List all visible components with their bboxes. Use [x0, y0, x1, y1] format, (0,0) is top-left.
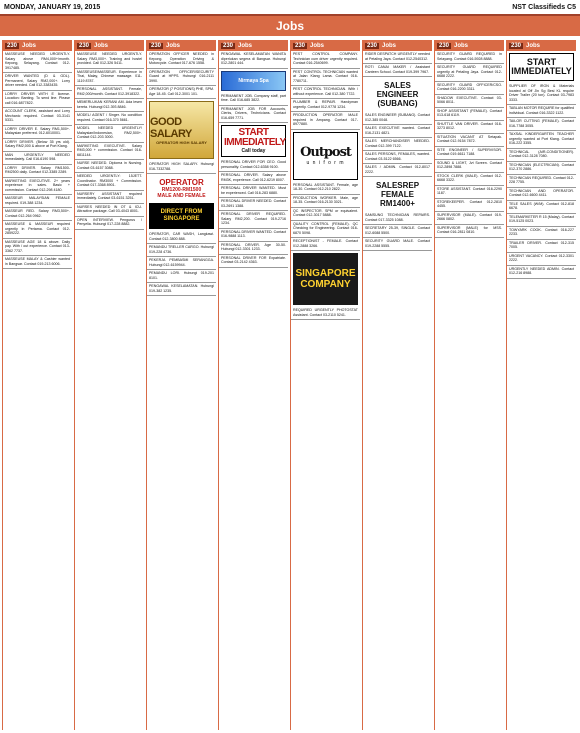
- column-header: [507, 40, 576, 51]
- classified-ad: MASSEUSE/MASSEUR. Experience in Thai, Malay, Chinese massage. 011-1119 8787.: [75, 69, 144, 87]
- outpost-uniform-ad: [293, 132, 358, 180]
- classified-ad: SALES / ADMIN. Contact 012-8017 2222.: [363, 164, 432, 177]
- outpost-logo-text: Outpost: [300, 145, 351, 160]
- classified-ad: SECURITY GUARD MALE. Contact 019-2288 5555.: [363, 238, 432, 251]
- classified-ad: TELEMARKETER R 15 (Malay). Contact 019-5125 0023.: [507, 214, 576, 227]
- category-label: Jobs: [526, 42, 541, 49]
- classified-ad: PERSONAL DRIVER FOR Expatriate. Contact 03-2142 4363.: [219, 255, 288, 268]
- classified-ad: TECHNICIAN AND OPERATOR. Contact 012-6600 4411.: [507, 188, 576, 201]
- classified-ad: PENGAWAL KESELAMATAN. Hubungi 019-382 1235.: [147, 283, 216, 296]
- classified-ad: DRIVER WANTED (D & GDL). Permanent, Salary RM2,000+. Lorry driver needed. Call 012-3383435.: [3, 73, 72, 91]
- classified-ad: SUPPLIER OF IRON & Materials located at Off Jln Sg Besi KL require Driver Trailer (20 ton). Contact 03-7983 3333.: [507, 83, 576, 105]
- classified-ad: PERSONAL ASSISTANT. Female, age 18-30. Contact 012-210 2822.: [291, 182, 360, 195]
- column-header: [435, 40, 504, 51]
- classified-ad: LORRY DRIVER WITH E license. Location: Banting. To send line. Please call 016-6877822.: [3, 91, 72, 109]
- sales-engineer-ad: [365, 79, 430, 110]
- category-code: 230: [367, 42, 378, 49]
- classified-ad: PERSONAL DRIVER. Salary above RM3K, experience. Call 012-6219 8007.: [219, 172, 288, 185]
- classified-ad: TABLAN MOTOR REQUIRE for qualified individual. Contact 016-3322 1122.: [507, 105, 576, 118]
- classified-ad: SUPERVISOR (MALE). Contact 019-2666 0802.: [435, 212, 504, 225]
- category-label: Jobs: [94, 42, 109, 49]
- classified-ad: NURSES NEEDED IN OT & ICU. Attractive package. Call 03-4043 8001.: [75, 204, 144, 217]
- classified-ad: SHUTTLE VAN DRIVER. Contact 016-3273 8012.: [435, 121, 504, 134]
- category-code: 230: [295, 42, 306, 49]
- classified-ad: MASSEUSE NEEDED URGENTLY. Salary RM3,000+. Training and hostel provided. Call 012-326 5411.: [75, 51, 144, 69]
- nirmaya-photo: Nirmaya Spa: [221, 71, 286, 91]
- classified-ad: MEMERLUKAN KERANI AM. Ada lesen kereta. Hubungi 012-393 8846.: [75, 99, 144, 112]
- classified-ad: TECHNICIAN (ELECTRICIAN). Contact 012-370 2886.: [507, 162, 576, 175]
- good-salary-title: GOOD SALARY: [150, 115, 192, 140]
- classified-ad: SALES PERSONS, FEMALES, wanted. Contact 03-5122 6566.: [363, 151, 432, 164]
- classified-ad: RIDER DESPATCH URGENTLY needed at Petaling Jaya. Contact 012-2540312.: [363, 51, 432, 64]
- outpost-sub: u n i f o r m: [306, 160, 345, 166]
- direct-from-singapore-ad: DIRECT FROM SINGAPORE: [149, 203, 214, 229]
- classified-ad: MASSEUSE AGE 18 & above. Daily pay. With / out experience. Contact 013-3362 7737.: [3, 239, 72, 257]
- classified-ad: REQUIRED URGENTLY PHOTOSTAT Assistant. Contact 03-2110 5241.: [291, 307, 360, 320]
- page-date: MONDAY, JANUARY 19, 2015: [4, 3, 101, 11]
- classified-ad: PEMANDU TRELLER CARGO. Hubungi 019-228 4736.: [147, 244, 216, 257]
- column-header: [147, 40, 216, 51]
- start-now-title: START IMMEDIATELY: [511, 57, 572, 76]
- classified-ad: MASSEUR RED. Salary RM3,500+. Contact 012-264 0962.: [3, 208, 72, 221]
- classified-ad: STOREKEEPER. Contact 012-2810 4455.: [435, 199, 504, 212]
- operator-title: OPERATOR: [159, 178, 204, 187]
- good-salary-subtitle: OPERATOR HIGH SALARY: [156, 139, 207, 145]
- classified-ad: OPERATION OFFICER NEEDED in Kepong. Operation Driving & Motorcycle. Contact 017-676 1558.: [147, 51, 216, 69]
- singapore-company-title: SINGAPORE COMPANY: [295, 268, 356, 290]
- classified-ad: SUPERVISOR (MALE) for MSS. Contact 016-2811 0810.: [435, 225, 504, 238]
- classified-ad: PEKERJA PEMBASMI SERANGGA. Hubungi 012-6159944.: [147, 257, 216, 270]
- operator-pay: RM1200-RM1500: [161, 187, 202, 193]
- classified-columns: [2, 40, 578, 730]
- classified-ad: TAILOR CUTTING (FEMALE). Contact 016-7788 3055.: [507, 118, 576, 131]
- operator-sub: MALE AND FEMALE: [157, 193, 206, 199]
- classified-ad: MASSEUR MALAYSIAN FEMALE required. 019-388 1234.: [3, 195, 72, 208]
- classified-ad: SECURITY GUARD REQUIRED urgently at Petaling Jaya. Contact 012-6688 2222.: [435, 64, 504, 82]
- classified-ad: STOCK CLERK (MALE). Contact 012-6668 3322.: [435, 173, 504, 186]
- classified-ad: MASSEUSE NEEDED URGENTLY. Salary above RM4,000+/month. Kepong, Selayang. Contact 012-3917485.: [3, 51, 72, 73]
- column-header: [363, 40, 432, 51]
- classified-ad: PRODUCTION OPERATOR MALE required in Ampang. Contact 017-8977880.: [291, 112, 360, 130]
- section-title: Jobs: [0, 14, 580, 36]
- classified-ad: PEST CONTROL TECHNICIAN. With / without experience. Call 012-380 7722.: [291, 86, 360, 99]
- classified-ad: SITE ENGINEER / SUPERVISOR. Contact 019-6611 7188.: [435, 147, 504, 160]
- category-code: 230: [7, 42, 18, 49]
- category-code: 230: [151, 42, 162, 49]
- classified-ad: MARKETING EXECUTIVE. 2+ years experience in sales. Basic + commission. Contact 012-298 4180.: [3, 178, 72, 196]
- classified-ad: LORRY DRIVER E. Salary RM1,500+. Malaysian preferred. 012-6010001.: [3, 126, 72, 139]
- column-5: [290, 40, 360, 730]
- classified-ad: MODEL NEEDED URGENTLY! Malaysian/Indonesian, RM2,500+. Contact 012-203 3000.: [75, 125, 144, 143]
- classified-ad: TOWYARK COOK. Contact 016-227 2233.: [507, 227, 576, 240]
- classified-ad: NURSERY ASSISTANT required immediately. Contact 03-6151 3251.: [75, 191, 144, 204]
- classified-ad: SAMSUNG TECHNICIAN REPAIRS. Contact 017-3325 1088.: [363, 212, 432, 225]
- column-header: [75, 40, 144, 51]
- classified-ad: URGENT VACANCY. Contact 012-3301 2222.: [507, 253, 576, 266]
- column-7: [434, 40, 504, 730]
- classified-ad: PERMANENT JOB FOR Accounts, Clerks, Drivers, Technicians. Contact 016-659 7771.: [219, 106, 288, 124]
- classified-ad: MASSEUSE MALAY & Cashier wanted in Bangsar. Contact 019-213 6006.: [3, 256, 72, 269]
- classified-ad: PERMANENT JOB. Company staff, part time. Call 016-685 3822.: [219, 93, 288, 106]
- classified-ad: PERSONAL DRIVER. Age 30-50. Hubungi 012-3301 1233.: [219, 242, 288, 255]
- column-header: [291, 40, 360, 51]
- start-immediately-ad: [221, 125, 286, 157]
- classified-ad: MARKETING EXECUTIVE. Salary RM3,000 + commission. Contact 016-6811144.: [75, 143, 144, 161]
- salesrep-ad: [365, 179, 430, 210]
- category-label: Jobs: [454, 42, 469, 49]
- classified-ad: TELE SALES (W/M). Contact 012-818 6678.: [507, 201, 576, 214]
- classified-ad: SECURITY GUARD REQUIRED in Selayang. Contact 016-5928 8888.: [435, 51, 504, 64]
- start-immediately-sub: Call today: [241, 148, 266, 154]
- classified-ad: MAN URGENTLY NEEDED immediately. Call 016-6190 598.: [3, 152, 72, 165]
- classified-ad: PERSONAL DRIVER FOR CEO. Good personality. Contact 012-6358 9100.: [219, 159, 288, 172]
- classified-ad: OPERATOR (7 POSITIONS) PHE, SPM. Age 18-45. Call 012-3001 101.: [147, 86, 216, 99]
- classified-ad: ROTI CANAI MAKER / Assistant Canteen School. Contact 019-399 7967.: [363, 64, 432, 77]
- classified-ad: OPERATOR HIGH SALARY. Hubungi 016-7332788.: [147, 161, 216, 174]
- category-code: 230: [79, 42, 90, 49]
- classified-ad: SITUATION VACANT AT Setapak. Contact 012-9154 7872.: [435, 134, 504, 147]
- column-6: [362, 40, 432, 730]
- classified-ad: QUALITY CONTROL (FEMALE). QC Checking for Engineering. Contact 016-6870 5098.: [291, 221, 360, 239]
- classified-ad: SHADOW EXECUTIVE. Contact 03-5066 8011.: [435, 95, 504, 108]
- classified-ad: PEST CONTROL COMPANY. Technician cum driver urgently required. Contact 016-2540699.: [291, 51, 360, 69]
- category-label: Jobs: [22, 42, 37, 49]
- column-header: [3, 40, 72, 51]
- classified-ad: SHOP ASSISTANT (FEMALE). Contact 013-618 6119.: [435, 108, 504, 121]
- column-2: [74, 40, 144, 730]
- operator-display-ad: [149, 176, 214, 201]
- classified-ad: PRODUCTION WORKER. Male, age 18-35. Contact 016-2130 3021.: [291, 195, 360, 208]
- category-code: 230: [511, 42, 522, 49]
- start-now-display-ad: [509, 53, 574, 81]
- column-4: [218, 40, 288, 730]
- classified-ad: MODEL/ AGENT / Singer. No condition required. Contact 016-370 5661.: [75, 112, 144, 125]
- classified-ad: PEST CONTROL TECHNICIAN wanted at Jalan Klang Lama. Contact 016-7780711.: [291, 69, 360, 87]
- category-label: Jobs: [382, 42, 397, 49]
- salesrep-title: SALESREP FEMALE RM1400+: [375, 181, 420, 208]
- classified-ad: RECEPTIONIST - FEMALE. Contact 012-2888 3266.: [291, 238, 360, 251]
- singapore-company-ad: [293, 253, 358, 305]
- classified-ad: PERSONAL DRIVER REQUIRED. Salary RM2,200. Contact 019-2716 1234.: [219, 211, 288, 229]
- classified-ad: SECRETARY 25-39, SINGLE. Contact 012-6088 5500.: [363, 225, 432, 238]
- category-label: Jobs: [166, 42, 181, 49]
- classified-ad: PERSONAL DRIVER WANTED. Contact 016-9888 1113.: [219, 229, 288, 242]
- classified-ad: OPERATION OFFICER/SECURITY Guard at HPPS. Hubungi 016-2111 3990.: [147, 69, 216, 87]
- classified-ad: PEMANDU LORI. Hubungi 019-201 8101.: [147, 270, 216, 283]
- classified-ad: TECHNICAL (AIR-CONDITIONER). Contact 012-3128 7080.: [507, 149, 576, 162]
- good-salary-ad: [149, 101, 214, 159]
- classified-ad: SALES ENGINEER (SUBANG). Contact 012-385 0048.: [363, 112, 432, 125]
- classified-ad: PERSONAL DRIVER WANTED. Must be experienced. Call 016-283 6880.: [219, 185, 288, 198]
- classified-ad: TECHNICIAN REQUIRED. Contact 012-228 7755.: [507, 175, 576, 188]
- page-header: [0, 0, 580, 14]
- category-label: Jobs: [310, 42, 325, 49]
- classified-ad: LORRY DRIVER. (Below 35 yrs old). Salary RM2,000 & above at Port Klang.: [3, 139, 72, 152]
- page-number: NST Classifieds C5: [512, 3, 576, 11]
- classified-ad: NEEDED URGENTLY: 15JETT. Coordinator. RM3000 + Commission. Contact 017-3368 8901.: [75, 173, 144, 191]
- classified-ad: NURSE NEEDED. Diploma in Nursing. Contact 03-6157 3088.: [75, 160, 144, 173]
- category-code: 230: [439, 42, 450, 49]
- classified-ad: SECURITY GUARD OFFICER/CSO. Contact 016-2200 3311.: [435, 82, 504, 95]
- classified-ad: PLUMBER & REPAIR. Handyman urgently. Contact 012-9778 1234.: [291, 99, 360, 112]
- classified-ad: TAXSAL KINDERGARTEN TEACHER urgently wanted at Port Klang. Contact 016-222 3355.: [507, 131, 576, 149]
- category-code: 230: [223, 42, 234, 49]
- classified-ad: QC INSPECTOR. SPM or equivalent. Contact 012-3017 5888.: [291, 208, 360, 221]
- category-label: Jobs: [238, 42, 253, 49]
- classified-ad: PENGAWAL KESELAMATAN WANITA diperlukan segera di Bangsar. Hubungi 012-2801 444.: [219, 51, 288, 69]
- column-header: [219, 40, 288, 51]
- column-1: [2, 40, 72, 730]
- column-8: [506, 40, 576, 730]
- classified-ad: SOUND & LIGHT, Jvt Screen. Contact 012-2898 7888.: [435, 160, 504, 173]
- classified-ad: SALES EXECUTIVE wanted. Contact 016-2131 4821.: [363, 125, 432, 138]
- classified-ad: OPEN INTERVIEW. Pengurus / Penyelia. Hubungi 017-228 8882.: [75, 217, 144, 230]
- classified-ad: TRAILER DRIVER. Contact 012-315 7005.: [507, 240, 576, 253]
- classified-ad: OPERATOR, CAR WASH, Langkawi. Contact 012-3800 888.: [147, 231, 216, 244]
- classified-ad: STORE ASSISTANT. Contact 016-2290 1187.: [435, 186, 504, 199]
- classified-ad: LORRY DRIVER. Salary RM1500-RM2500 daily. Contact 012-3385 2289.: [3, 165, 72, 178]
- classified-ad: MASSEUSE & MASSEUR required urgently in Pertama. Contact 012-2859222.: [3, 221, 72, 239]
- classified-ad: PERSONAL ASSISTANT. Female, RM2,000/month. Contact 012-3918322.: [75, 86, 144, 99]
- classified-ad: ACCOUNT CLERK, assistant and Lorry Mechanic required. Contact 03-3141 5331.: [3, 108, 72, 126]
- classified-ad: PERSONAL DRIVER NEEDED. Contact 03-2691 1388.: [219, 198, 288, 211]
- column-3: [146, 40, 216, 730]
- classified-ad: URGENTLY NEEDED ADMIN. Contact 012-216 8988.: [507, 266, 576, 279]
- start-immediately-title: START IMMEDIATELY: [224, 127, 286, 148]
- sales-engineer-title: SALES ENGINEER (SUBANG): [376, 81, 419, 108]
- classified-ad: SALES MERCHANDISER NEEDED. Contact 012-399 7122.: [363, 138, 432, 151]
